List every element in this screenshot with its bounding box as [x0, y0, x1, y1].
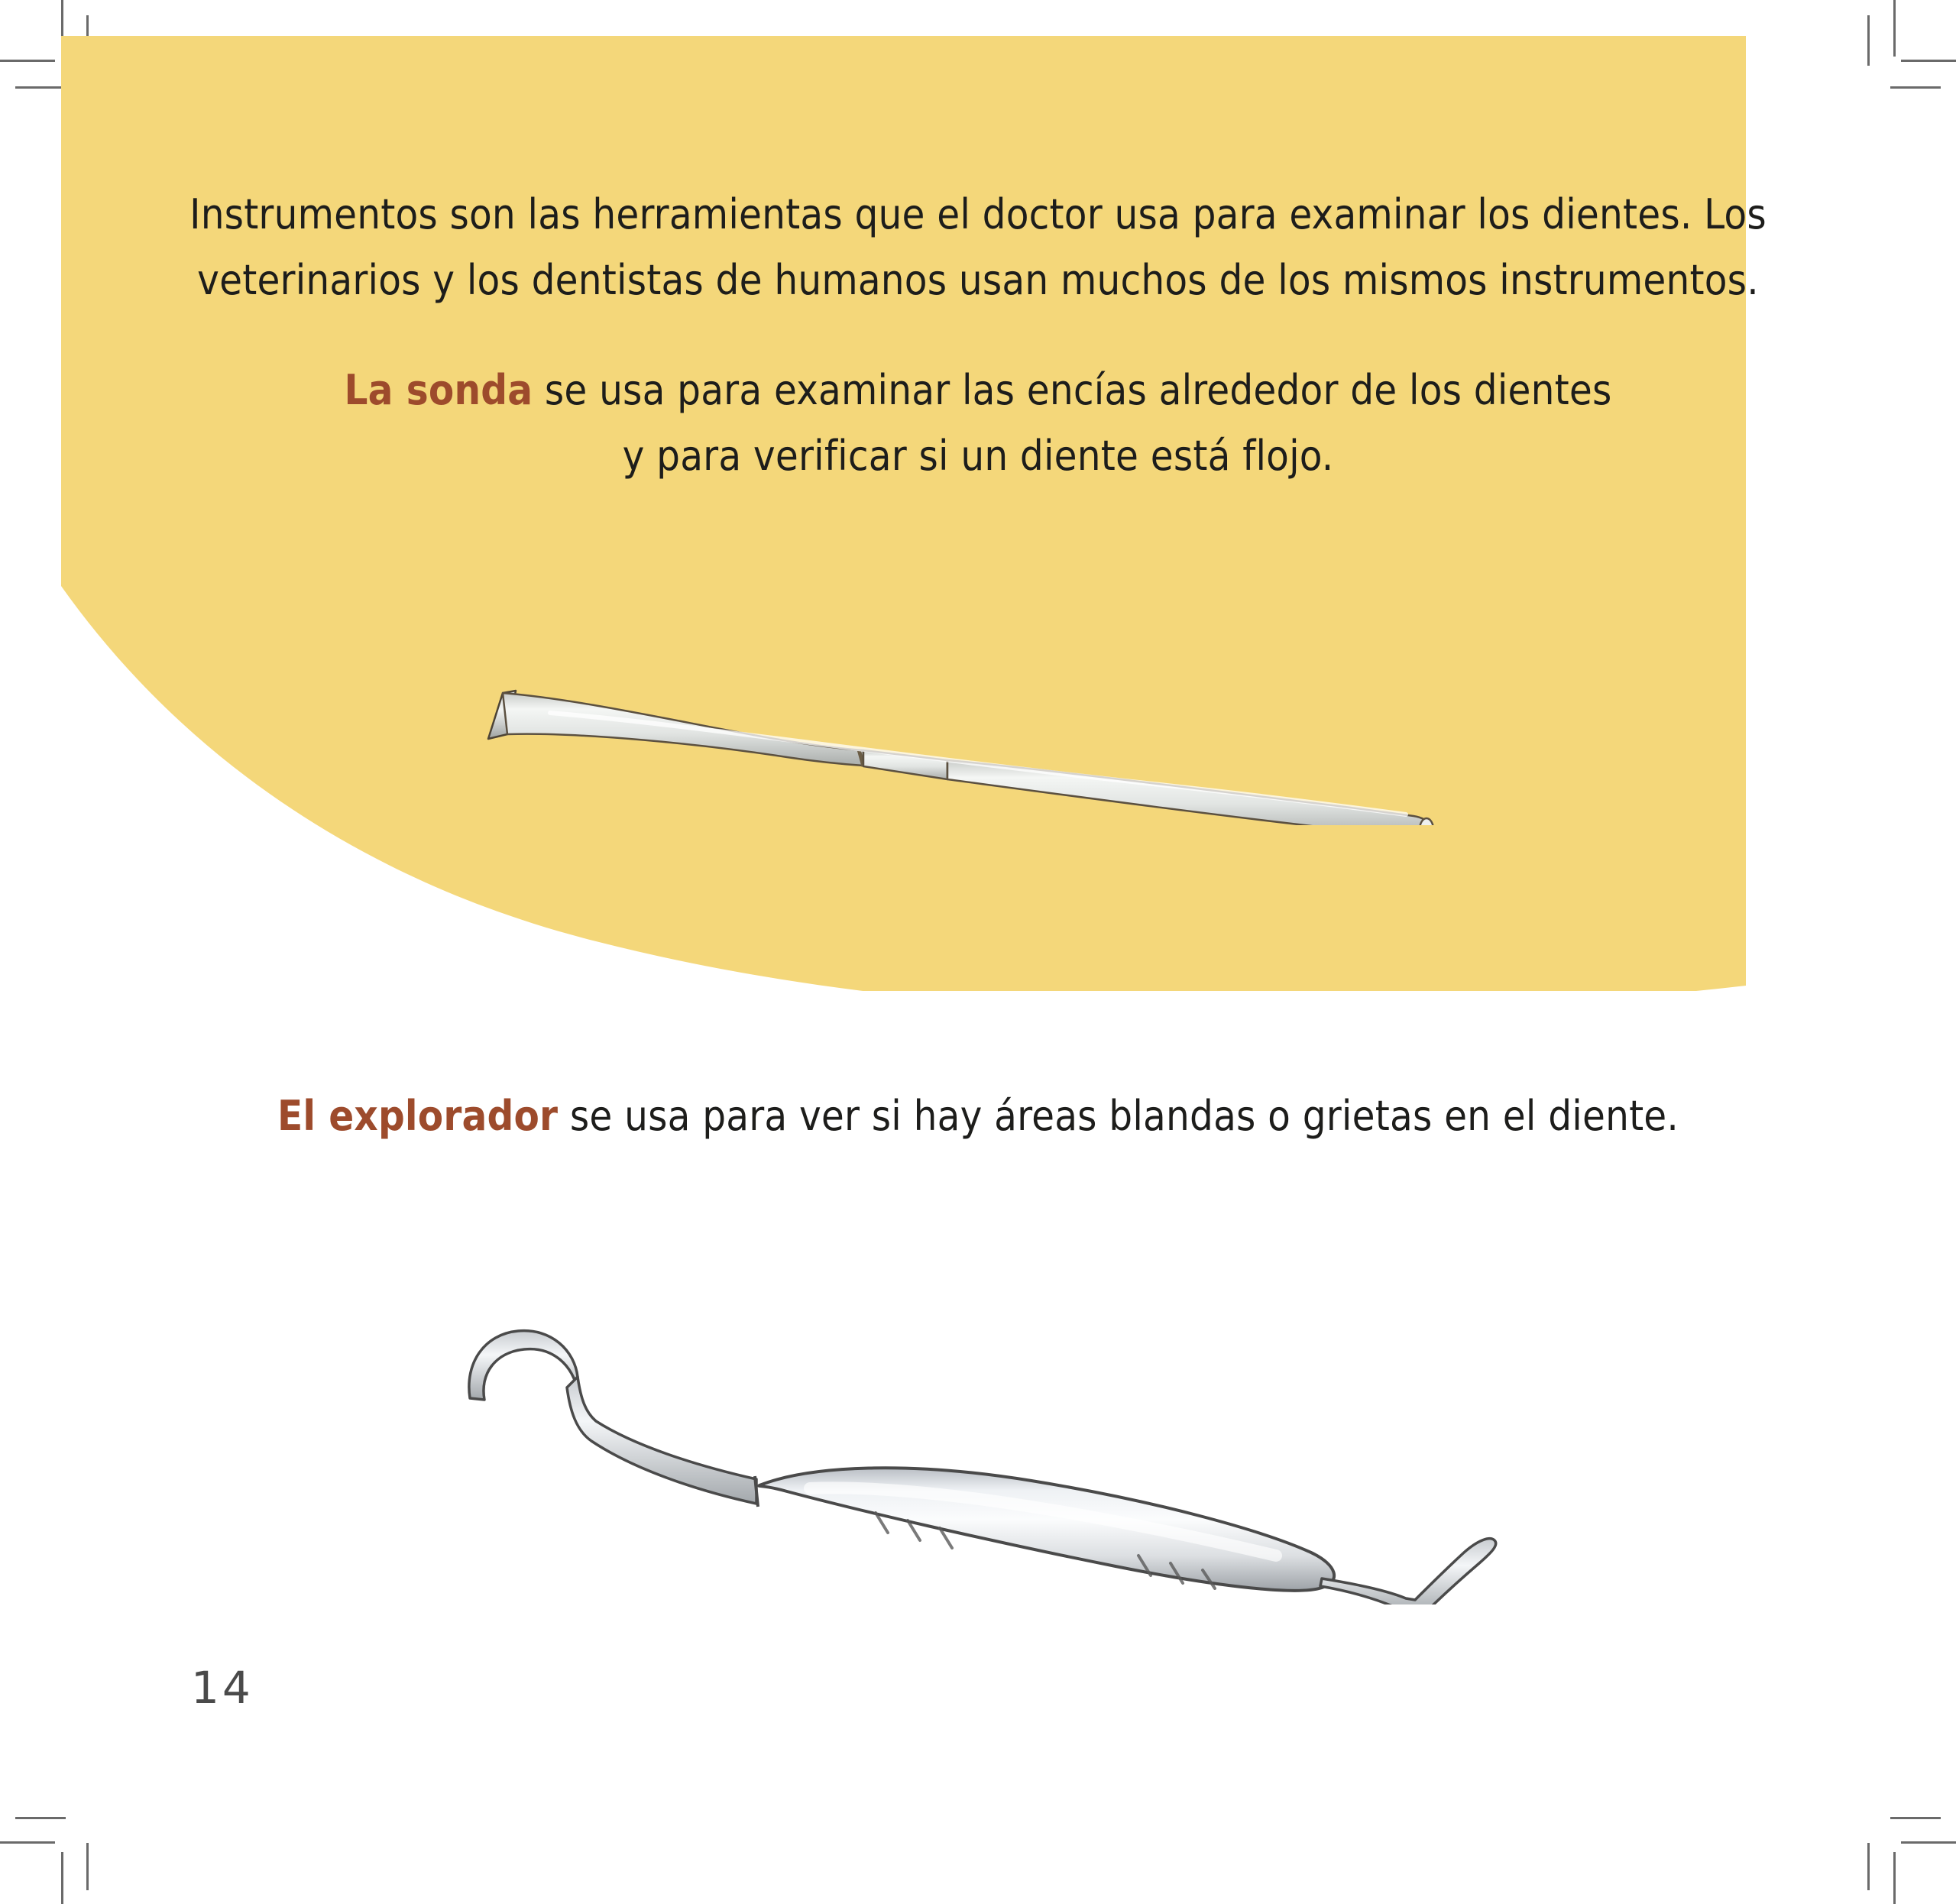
crop-mark-horizontal [1901, 1841, 1956, 1844]
crop-mark-vertical-inner [1867, 1843, 1870, 1890]
crop-mark-horizontal [0, 60, 55, 62]
crop-mark-vertical [61, 1852, 63, 1904]
intro-line-2: veterinarios y los dentistas de humanos usan muchos de los mismos instrumentos. [197, 256, 1759, 304]
crop-mark-horizontal-inner [15, 86, 66, 89]
explorer-line-rest: se usa para ver si hay áreas blandas o grietas en el diente. [558, 1092, 1679, 1140]
probe-line-1 [122, 358, 1834, 423]
explorer-paragraph [122, 1083, 1834, 1149]
probe-paragraph [122, 358, 1834, 489]
crop-mark-vertical-inner [86, 1843, 89, 1890]
crop-mark-horizontal [1901, 60, 1956, 62]
crop-mark-horizontal-inner [1890, 1817, 1941, 1819]
crop-mark-horizontal-inner [15, 1817, 66, 1819]
page-number: 14 [191, 1662, 254, 1714]
crop-mark-horizontal [0, 1841, 55, 1844]
crop-mark-horizontal-inner [1890, 86, 1941, 89]
crop-mark-vertical [1893, 0, 1896, 57]
dental-probe-illustration [458, 627, 1528, 825]
intro-line-1: Instrumentos son las herramientas que el doctor usa para examinar los dientes. Los [189, 190, 1767, 238]
yellow-background-panel [61, 36, 1746, 991]
explorer-term: El explorador [277, 1092, 559, 1140]
crop-mark-vertical [1893, 1852, 1896, 1904]
explorer-line [122, 1083, 1834, 1149]
probe-term: La sonda [344, 366, 533, 414]
crop-mark-vertical-inner [1867, 15, 1870, 66]
intro-paragraph [122, 182, 1834, 313]
probe-line-2: y para verificar si un diente está flojo. [622, 432, 1334, 480]
dental-explorer-illustration [451, 1284, 1543, 1604]
probe-line-1-rest: se usa para examinar las encías alrededor de los dientes [533, 366, 1612, 414]
